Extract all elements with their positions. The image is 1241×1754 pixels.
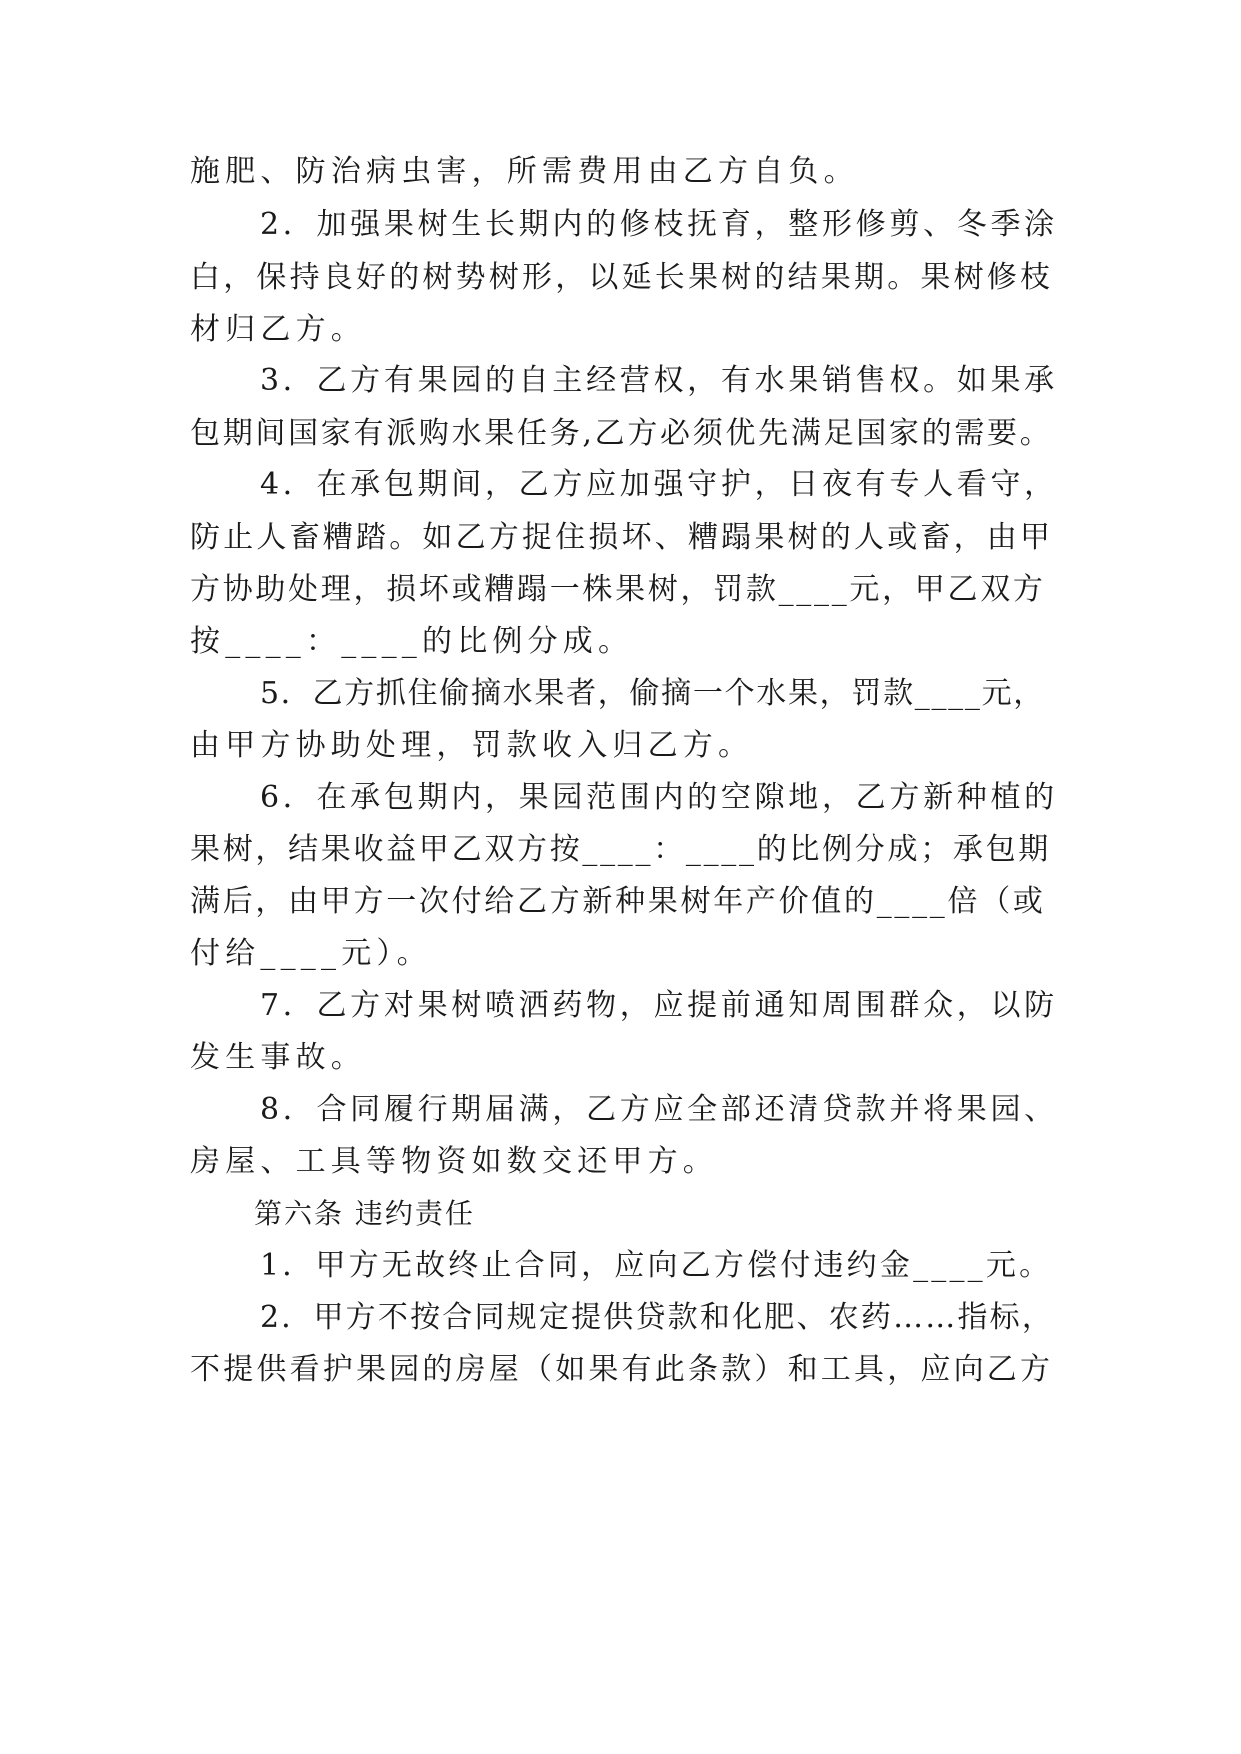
text-line: 付给____元）。 xyxy=(190,936,432,971)
text-line: 满后，由甲方一次付给乙方新种果树年产价值的____倍（或 xyxy=(190,884,1046,919)
text-line: 白，保持良好的树势树形，以延长果树的结果期。果树修枝 xyxy=(190,260,1054,295)
text-line: 4．在承包期间，乙方应加强守护，日夜有专人看守， xyxy=(260,467,1058,502)
text-line: 材归乙方。 xyxy=(190,312,366,347)
text-line: 2．甲方不按合同规定提供贷款和化肥、农药……指标， xyxy=(260,1300,1055,1335)
text-line: 包期间国家有派购水果任务,乙方必须优先满足国家的需要。 xyxy=(190,416,1053,451)
text-line: 果树，结果收益甲乙双方按____：____的比例分成；承包期 xyxy=(190,832,1051,867)
text-line: 8．合同履行期届满，乙方应全部还清贷款并将果园、 xyxy=(260,1092,1058,1127)
text-line: 1．甲方无故终止合同，应向乙方偿付违约金____元。 xyxy=(260,1248,1053,1283)
text-line: 5．乙方抓住偷摘水果者，偷摘一个水果，罚款____元， xyxy=(260,676,1045,711)
text-line: 3．乙方有果园的自主经营权，有水果销售权。如果承 xyxy=(260,363,1058,398)
text-line: 房屋、工具等物资如数交还甲方。 xyxy=(190,1144,718,1179)
text-line: 按____：____的比例分成。 xyxy=(190,624,634,659)
text-line: 防止人畜糟踏。如乙方捉住损坏、糟蹋果树的人或畜，由甲 xyxy=(190,520,1054,555)
text-line: 由甲方协助处理，罚款收入归乙方。 xyxy=(190,728,754,763)
text-line: 7．乙方对果树喷洒药物，应提前通知周围群众，以防 xyxy=(260,988,1058,1023)
text-line: 6．在承包期内，果园范围内的空隙地，乙方新种植的 xyxy=(260,780,1058,815)
text-line: 不提供看护果园的房屋（如果有此条款）和工具，应向乙方 xyxy=(190,1352,1054,1387)
text-line: 发生事故。 xyxy=(190,1040,366,1075)
text-line: 施肥、防治病虫害，所需费用由乙方自负。 xyxy=(190,154,859,189)
section-heading: 第六条 违约责任 xyxy=(254,1197,475,1230)
text-line: 方协助处理，损坏或糟蹋一株果树，罚款____元，甲乙双方 xyxy=(190,572,1046,607)
text-line: 2．加强果树生长期内的修枝抚育，整形修剪、冬季涂 xyxy=(260,207,1058,242)
